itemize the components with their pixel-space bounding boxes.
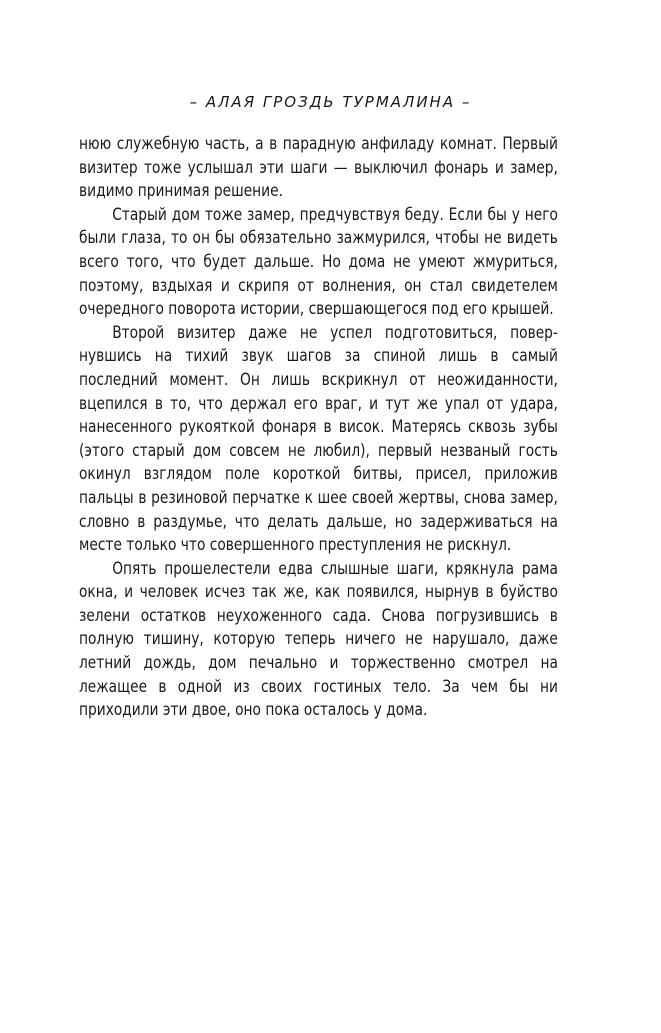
paragraph-continued: нюю служебную часть, а в парадную анфиладу комнат. Первый визитер тоже услышал эти шаги — выключил фонарь и замер, видимо принимая решение. xyxy=(79,134,558,201)
text-column xyxy=(79,132,558,722)
paragraph: Опять прошелестели едва слышные шаги, крякнула рама окна, и человек исчез так же, как появился, нырнув в буйство зелени остатков неухоженного сада. Снова погрузившись в полную тишину, которую теперь ничего не нарушало, даже летний дождь, дом печально и торжественно смотрел на лежащее в одной из своих гостиных тело. За чем бы ни приходили эти двое, оно пока осталось у дома. xyxy=(79,558,558,720)
body-text xyxy=(79,132,558,722)
paragraph: Второй визитер даже не успел подготовиться, повернувшись на тихий звук шагов за спиной лишь в самый последний момент. Он лишь вскрикнул от неожиданности, вцепился в то, что держал его враг, и тут же упал от удара, нанесенного рукояткой фонаря в висок. Матерясь сквозь зубы (этого старый дом совсем не любил), первый незваный гость окинул взглядом поле короткой битвы, присел, приложив пальцы в резиновой перчатке к шее своей жертвы, снова замер, словно в раздумье, что делать дальше, но задерживаться на месте только что совершенного преступления не рискнул. xyxy=(79,322,558,555)
paragraph: Старый дом тоже замер, предчувствуя беду. Если бы у него были глаза, то он бы обязательно зажмурился, чтобы не видеть всего того, что будет дальше. Но дома не умеют жмуриться, поэтому, вздыхая и скрипя от волнения, он стал свидетелем очередного поворота истории, свершающегося под его крышей. xyxy=(79,204,558,319)
running-title: – АЛАЯ ГРОЗДЬ ТУРМАЛИНА – xyxy=(189,93,472,111)
